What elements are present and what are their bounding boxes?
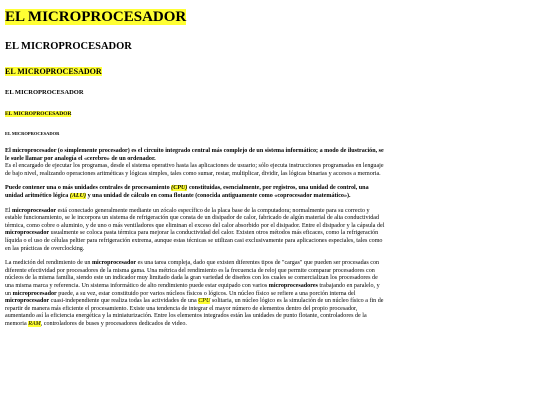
- definition-bold: El microprocesador (o simplemente procesador) es el circuito integrado central más complejo de un sistema informático; a modo de ilustración, se le suele llamar por analogía el «cerebro» de un ordenador.: [5, 148, 384, 162]
- heading-5: EL MICROPROCESADOR: [5, 111, 72, 117]
- heading-3: EL MICROPROCESADOR: [5, 67, 102, 76]
- alu-highlight: (ALU): [69, 192, 87, 199]
- ram-highlight: RAM: [28, 320, 41, 327]
- heading-1: EL MICROPROCESADOR: [5, 9, 187, 25]
- document: [5, 0, 385, 328]
- cpu-highlight-2: CPU: [198, 298, 211, 305]
- paragraph-cpu: Puede contener una o más unidades centrales de procesamiento (CPU) constituidas, esencialmente, por registros, una unidad de control, una unidad aritmético lógica (ALU) y una unidad de cálculo en coma flotante (conocida antiguamente como «coprocesador matemático»).: [5, 185, 369, 199]
- heading-6: EL MICROPROCESADOR: [5, 131, 60, 136]
- definition-rest: Es el encargado de ejecutar los programas, desde el sistema operativo hasta las aplicaciones de usuario; sólo ejecuta instrucciones programadas en lenguaje de bajo nivel, realizando operaciones aritméticas y lógicas simples, tales como sumar, restar, multiplicar, dividir, las lógicas binarias y accesos a memoria.: [5, 163, 384, 177]
- cpu-highlight: (CPU): [171, 185, 188, 192]
- paragraph-performance: La medición del rendimiento de un microprocesador es una tarea compleja, dado que existen diferentes tipos de "cargas" que pueden ser procesadas con diferente efectividad por procesadores de la misma gama. Una métrica del rendimiento es la frecuencia de reloj que permite comparar procesadores con núcleos de la misma familia, siendo este un indicador muy limitado dada la gran variedad de diseños con los cuales se comercializan los procesadores de una misma marca y referencia. Un sistema informático de alto rendimiento puede estar equipado con varios microprocesadores trabajando en paralelo, y un microprocesador puede, a su vez, estar constituido por varios núcleos físicos o lógicos. Un núcleo físico se refiere a una porción interna del microprocesador cuasi-independiente que realiza todas las actividades de una CPU solitaria, un núcleo lógico es la simulación de un núcleo físico a fin de repartir de manera más eficiente el procesamiento. Existe una tendencia de integrar el mayor número de elementos dentro del propio procesador, aumentando así la eficiencia energética y la miniaturización. Entre los elementos integrados están las unidades de punto flotante, controladores de la memoria RAM, controladores de buses y procesadores dedicados de video.: [5, 260, 384, 327]
- paragraph-definition: [5, 148, 385, 178]
- heading-2: EL MICROPROCESADOR: [5, 41, 132, 52]
- paragraph-cooling: El microprocesador está conectado generalmente mediante un zócalo específico de la placa base de la computadora; normalmente para su correcto y estable funcionamiento, se le incorpora un sistema de refrigeración que consta de un disipador de calor, fabricado de algún material de alta conductividad térmica, como cobre o aluminio, y de uno o más ventiladores que eliminan el exceso del calor absorbido por el disipador. Entre el disipador y la cápsula del microprocesador usualmente se coloca pasta térmica para mejorar la conductividad del calor. Existen otros métodos más eficaces, como la refrigeración líquida o el uso de células peltier para refrigeración extrema, aunque estas técnicas se utilizan casi exclusivamente para aplicaciones especiales, tales como en las prácticas de overclocking.: [5, 207, 385, 252]
- heading-4: EL MICROPROCESADOR: [5, 89, 84, 96]
